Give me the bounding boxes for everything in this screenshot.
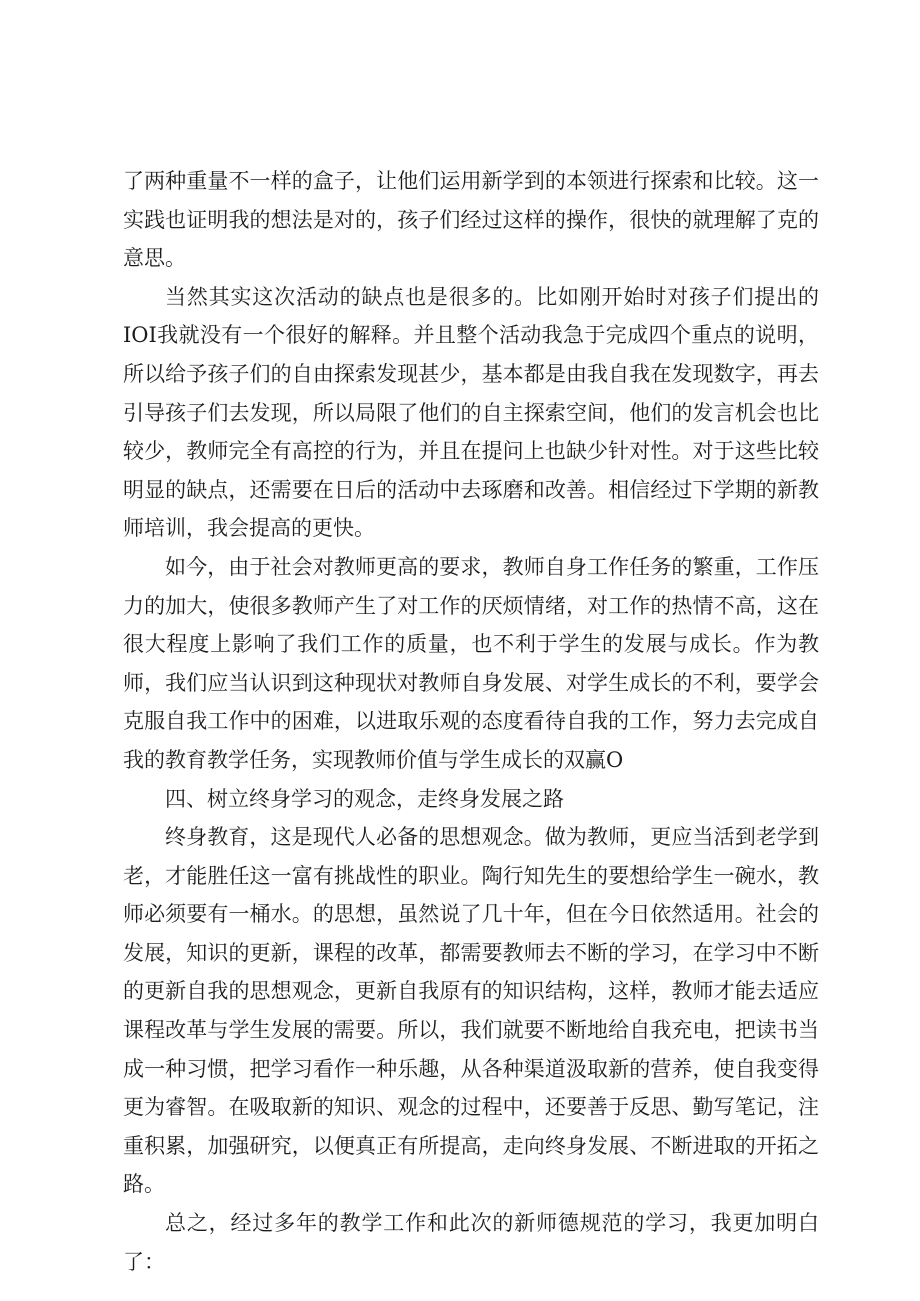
paragraph-conclusion: 总之，经过多年的教学工作和此次的新师德规范的学习，我更加明白了： (123, 1211, 819, 1274)
document-body (123, 162, 819, 1281)
paragraph-teacher-pressure: 如今，由于社会对教师更高的要求，教师自身工作任务的繁重，工作压力的加大，使很多教师产生了对工作的厌烦情绪，对工作的热情不高，这在很大程度上影响了我们工作的质量，也不利于学生的发展与成长。作为教师，我们应当认识到这种现状对教师自身发展、对学生成长的不利，要学会克服自我工作中的困难，以进取乐观的态度看待自我的工作，努力去完成自我的教育教学任务，实现教师价值与学生成长的双赢O (123, 554, 819, 772)
paragraph-continuation: 了两种重量不一样的盒子，让他们运用新学到的本领进行探索和比较。这一实践也证明我的想法是对的，孩子们经过这样的操作，很快的就理解了克的意思。 (123, 169, 819, 271)
paragraph-lifelong-learning: 终身教育，这是现代人必备的思想观念。做为教师，更应当活到老学到老，才能胜任这一富有挑战性的职业。陶行知先生的要想给学生一碗水，教师必须要有一桶水。的思想，虽然说了几十年，但在今日依然适用。社会的发展，知识的更新，课程的改革，都需要教师去不断的学习，在学习中不断的更新自我的思想观念，更新自我原有的知识结构，这样，教师才能去适应课程改革与学生发展的需要。所以，我们就要不断地给自我充电，把读书当成一种习惯，把学习看作一种乐趣，从各种渠道汲取新的营养，使自我变得更为睿智。在吸取新的知识、观念的过程中，还要善于反思、勤写笔记，注重积累，加强研究，以便真正有所提高，走向终身发展、不断进取的开拓之路。 (123, 825, 819, 1197)
paragraph-activity-shortcomings: 当然其实这次活动的缺点也是很多的。比如刚开始时对孩子们提出的IOI我就没有一个很好的解释。并且整个活动我急于完成四个重点的说明，所以给予孩子们的自由探索发现甚少，基本都是由我自我在发现数字，再去引导孩子们去发现，所以局限了他们的自主探索空间，他们的发言机会也比较少，教师完全有高控的行为，并且在提问上也缺少针对性。对于这些比较明显的缺点，还需要在日后的活动中去琢磨和改善。相信经过下学期的新教师培训，我会提高的更快。 (123, 284, 819, 541)
section-heading: 四、树立终身学习的观念，走终身发展之路 (165, 786, 564, 811)
